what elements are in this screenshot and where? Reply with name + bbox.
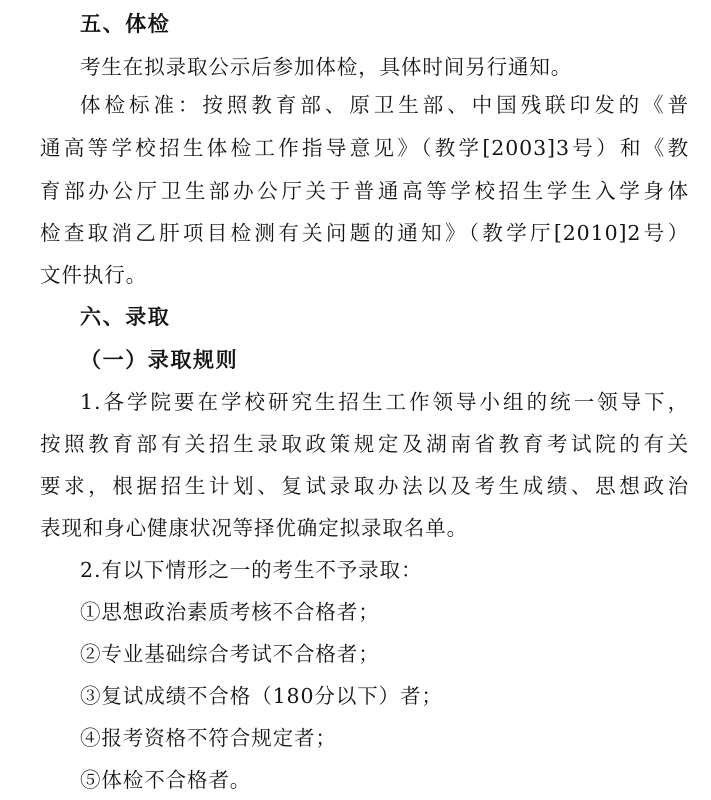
rule-2-item-3: ③复试成绩不合格（180分以下）者； <box>80 684 443 708</box>
rule-2-item-2: ②专业基础综合考试不合格者； <box>80 642 380 666</box>
rule-2-intro: 2.有以下情形之一的考生不予录取： <box>80 558 423 582</box>
rule-2-item-4: ④报考资格不符合规定者； <box>80 726 337 750</box>
standard-line-4: 检查取消乙肝项目检测有关问题的通知》（教学厅[2010]2号） <box>40 221 689 245</box>
section-5-heading: 五、体检 <box>80 12 171 36</box>
rule-2-item-1: ①思想政治素质考核不合格者； <box>80 600 380 624</box>
rule-1-line-2: 按照教育部有关招生录取政策规定及湖南省教育考试院的有关 <box>40 432 689 456</box>
standard-line-3: 育部办公厅卫生部办公厅关于普通高等学校招生学生入学身体 <box>40 179 689 203</box>
standard-line-2: 通高等学校招生体检工作指导意见》（教学[2003]3号）和《教 <box>40 136 689 160</box>
standard-line-1: 体检标准：按照教育部、原卫生部、中国残联印发的《普 <box>80 93 689 117</box>
section-5-paragraph: 考生在拟录取公示后参加体检，具体时间另行通知。 <box>80 55 573 79</box>
rule-1-line-4: 表现和身心健康状况等择优确定拟录取名单。 <box>40 516 468 540</box>
standard-line-5: 文件执行。 <box>40 263 147 287</box>
rule-1-line-3: 要求，根据招生计划、复试录取办法以及考生成绩、思想政治 <box>40 474 689 498</box>
rule-1-line-1: 1.各学院要在学校研究生招生工作领导小组的统一领导下， <box>80 390 689 414</box>
rule-2-item-5: ⑤体检不合格者。 <box>80 768 252 792</box>
section-6-heading: 六、录取 <box>80 305 171 329</box>
section-6-subheading: （一）录取规则 <box>80 348 239 372</box>
